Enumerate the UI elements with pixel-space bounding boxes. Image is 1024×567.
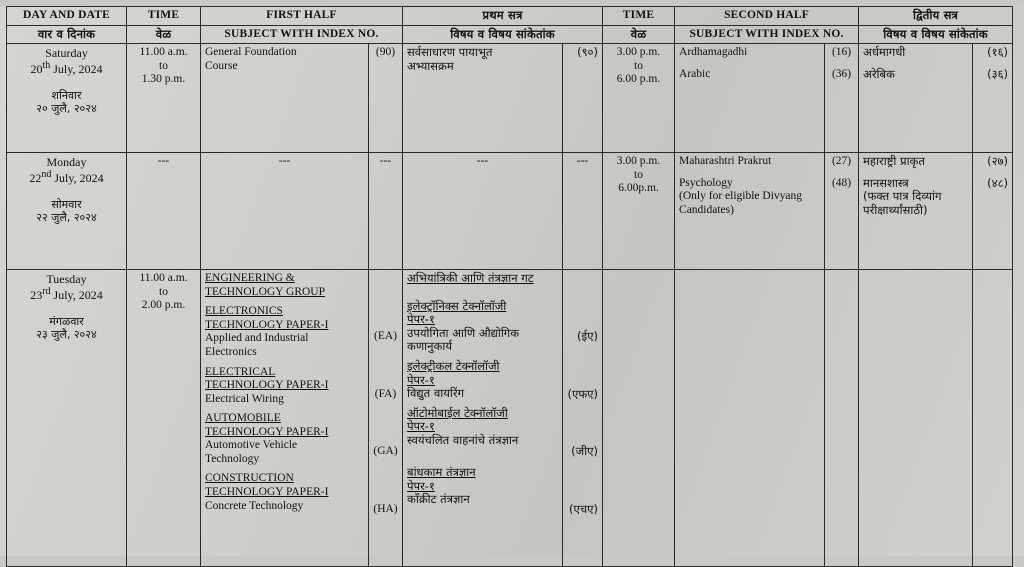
subject2-mindex-cell <box>973 44 1013 153</box>
header-time2-mr: वेळ <box>603 25 675 44</box>
header-subject-en: SUBJECT WITH INDEX NO. <box>201 25 403 44</box>
header-subject2-mr: विषय व विषय सांकेतांक <box>859 25 1013 44</box>
group1-index: (EA) <box>374 330 397 343</box>
subject-mindex-cell: (९०) <box>563 44 603 153</box>
subject-en-cell <box>201 270 369 567</box>
group3-head-mr-line1: ऑटोमोबाईल टेक्नॉलॉजी <box>407 405 508 420</box>
group4-head-mr-line1: बांधकाम तंत्रज्ञान <box>407 465 476 480</box>
subject-en-cell <box>201 44 369 153</box>
group4-mindex: (एचए) <box>569 501 599 516</box>
header-day-en: DAY AND DATE <box>23 9 110 21</box>
group-title-mr: अभियांत्रिकी आणि तंत्रज्ञान गट <box>407 271 534 286</box>
header-second-half-en: SECOND HALF <box>724 9 810 21</box>
group3-mindex: (जीए) <box>571 444 599 459</box>
group1-head-en-line2: TECHNOLOGY PAPER-I <box>205 318 329 331</box>
group4-head-mr-line2: पेपर-१ <box>407 478 435 493</box>
subject2-en-line3: (Only for eligible Divyang <box>679 190 802 203</box>
header-time1-en: TIME <box>147 9 180 21</box>
spacer <box>829 60 854 68</box>
day-date-mr: २० जुलै, २०२४ <box>36 102 97 116</box>
group2-head-mr-line1: इलेक्ट्रीकल टेक्नॉलॉजी <box>407 358 500 373</box>
spacer <box>829 169 854 177</box>
table-header <box>7 7 1013 44</box>
spacer <box>373 459 398 503</box>
header-subject2-en: SUBJECT WITH INDEX NO. <box>675 25 859 44</box>
group3-head-mr-line2: पेपर-१ <box>407 419 435 434</box>
group3-index: (GA) <box>373 445 398 458</box>
group1-sub-mr-line1: उपयोगिता आणि औद्योगिक <box>407 325 520 340</box>
header-second-half-mr: द्वितीय सत्र <box>859 7 1013 26</box>
subject-mr-cell <box>403 270 563 567</box>
spacer <box>407 447 558 460</box>
group2-index: (FA) <box>374 387 397 400</box>
time-first-half <box>127 270 201 567</box>
time-from: 11.00 a.m. <box>139 46 188 59</box>
group1-sub-mr-line2: कणानुकार्य <box>407 339 453 354</box>
group2-mindex: (एफए) <box>567 386 599 401</box>
subject-mr-empty: --- <box>403 153 563 270</box>
group1-head-en-line1: ELECTRONICS <box>205 305 283 318</box>
group4-head-en-line1: CONSTRUCTION <box>205 472 294 485</box>
group4-sub-en-line1: Concrete Technology <box>205 499 304 512</box>
mindex-2: (३६) <box>987 66 1009 81</box>
subject2-index-empty <box>825 270 859 567</box>
time-first-half <box>127 44 201 153</box>
day-name-en: Tuesday <box>46 272 87 287</box>
subject2-en-empty <box>675 270 825 567</box>
group2-sub-en-line1: Electrical Wiring <box>205 392 284 405</box>
day-cell <box>7 270 127 567</box>
time2-to: to <box>634 168 643 181</box>
subject2-en-cell <box>675 153 825 270</box>
index-1: (16) <box>831 46 852 59</box>
table-row <box>7 153 1013 270</box>
header-row-1 <box>7 7 1013 26</box>
group4-sub-mr-line1: काँक्रीट तंत्रज्ञान <box>407 492 470 507</box>
table-row <box>7 44 1013 153</box>
time-end: 2.00 p.m. <box>141 299 186 312</box>
spacer <box>407 286 558 300</box>
header-day-mr: वार व दिनांक <box>7 25 127 44</box>
subject-mr-cell <box>403 44 563 153</box>
day-name-en: Monday <box>46 155 87 170</box>
group2-head-mr-line2: पेपर-१ <box>407 372 435 387</box>
subject2-mindex-cell <box>973 153 1013 270</box>
subject2-en-line2: Psychology <box>679 176 733 189</box>
group2-head-en-line2: TECHNOLOGY PAPER-I <box>205 379 329 392</box>
time2-from: 3.00 p.m. <box>616 46 661 59</box>
subject-mindex-cell <box>563 270 603 567</box>
subject2-mr-cell <box>859 153 973 270</box>
day-name-mr: सोमवार <box>51 198 82 212</box>
time-to: to <box>159 285 168 298</box>
day-name-mr: मंगळवार <box>49 315 84 329</box>
time-to: to <box>159 59 168 72</box>
day-date-en: 20th July, 2024 <box>30 60 103 77</box>
subject-index-cell <box>369 270 403 567</box>
spacer <box>373 344 398 388</box>
spacer <box>679 169 820 177</box>
mindex-2: (४८) <box>987 175 1009 190</box>
group4-index: (HA) <box>373 502 398 515</box>
group3-sub-en-line2: Technology <box>205 452 260 465</box>
spacer <box>567 459 598 503</box>
subject2-mr-empty <box>859 270 973 567</box>
day-date-mr: २३ जुलै, २०२४ <box>36 328 97 342</box>
time2-from: 3.00 p.m. <box>616 155 661 168</box>
day-cell <box>7 153 127 270</box>
header-first-half-en: FIRST HALF <box>266 9 337 21</box>
subject2-mr-line1: अर्धमागधी <box>863 45 906 60</box>
header-time1-mr: वेळ <box>127 25 201 44</box>
group-title-en-line1: ENGINEERING & <box>205 272 295 285</box>
subject2-en-line2: Arabic <box>679 67 711 80</box>
header-time2-en: TIME <box>622 9 655 21</box>
group-title-en-line2: TECHNOLOGY GROUP <box>205 285 326 298</box>
subject-mr-line1: सर्वसाधारण पायाभूत <box>407 45 493 60</box>
header-time2 <box>603 7 675 26</box>
header-second-half <box>675 7 859 26</box>
index-2: (48) <box>831 176 852 189</box>
mindex-1: (२७) <box>987 154 1009 169</box>
spacer <box>373 272 398 330</box>
group1-sub-en-line1: Applied and Industrial <box>205 332 309 345</box>
subject2-en-line1: Ardhamagadhi <box>679 46 748 59</box>
group1-head-mr-line2: पेपर-१ <box>407 312 435 327</box>
time-second-half-empty <box>603 270 675 567</box>
group4-head-en-line2: TECHNOLOGY PAPER-I <box>205 486 329 498</box>
index-1: (27) <box>831 155 852 168</box>
header-row-2 <box>7 25 1013 44</box>
subject2-mr-line4: परीक्षार्थ्यांसाठी) <box>863 202 928 217</box>
time2-end: 6.00p.m. <box>618 182 659 195</box>
subject2-index-cell <box>825 153 859 270</box>
time-second-half <box>603 153 675 270</box>
spacer <box>567 401 598 445</box>
day-name-mr: शनिवार <box>51 89 82 103</box>
day-cell <box>7 44 127 153</box>
subject2-mr-line2: अरेबिक <box>863 66 895 81</box>
group3-sub-en-line1: Automotive Vehicle <box>205 439 298 452</box>
header-first-half-mr: प्रथम सत्र <box>403 7 603 26</box>
subject2-en-cell <box>675 44 825 153</box>
time-from: 11.00 a.m. <box>139 272 188 285</box>
subject-en-empty: --- <box>201 153 369 270</box>
spacer <box>679 60 820 68</box>
subject-index-cell: (90) <box>369 44 403 153</box>
subject-mindex-empty: --- <box>563 153 603 270</box>
time2-end: 6.00 p.m. <box>616 73 661 86</box>
header-first-half <box>201 7 403 26</box>
day-name-en: Saturday <box>45 46 88 61</box>
subject2-mr-cell <box>859 44 973 153</box>
group1-head-mr-line1: इलेक्ट्रॉनिक्स टेक्नॉलॉजी <box>407 298 507 313</box>
spacer <box>373 401 398 445</box>
time-end: 1.30 p.m. <box>141 73 186 86</box>
subject2-en-line1: Maharashtri Prakrut <box>679 155 772 168</box>
time-first-half-empty: --- <box>127 153 201 270</box>
index-2: (36) <box>831 67 852 80</box>
subject2-mindex-empty <box>973 270 1013 567</box>
subject2-mr-line2: मानसशास्त्र <box>863 175 909 190</box>
group1-sub-en-line2: Electronics <box>205 345 257 358</box>
subject-en-line2: Course <box>205 59 238 72</box>
subject-en-line1: General Foundation <box>205 46 297 59</box>
subject-mr-line2: अभ्यासक्रम <box>407 58 454 73</box>
table-row <box>7 270 1013 567</box>
day-date-mr: २२ जुलै, २०२४ <box>36 211 97 225</box>
subject-index-empty: --- <box>369 153 403 270</box>
spacer <box>567 344 598 388</box>
group3-head-en-line1: AUTOMOBILE <box>205 412 281 425</box>
time2-to: to <box>634 59 643 72</box>
group3-head-en-line2: TECHNOLOGY PAPER-I <box>205 425 329 438</box>
group2-head-en-line1: ELECTRICAL <box>205 365 276 378</box>
subject2-mr-line3: (फक्त पात्र दिव्यांग <box>863 189 942 204</box>
group2-sub-mr-line1: विद्युत वायरिंग <box>407 386 465 401</box>
group1-mindex: (ईए) <box>577 329 599 344</box>
subject2-en-line4: Candidates) <box>679 203 734 216</box>
exam-timetable <box>6 6 1013 567</box>
day-date-en: 22nd July, 2024 <box>29 169 104 186</box>
header-subject-mr: विषय व विषय सांकेतांक <box>403 25 603 44</box>
timetable-page <box>0 6 1024 556</box>
subject2-mr-line1: महाराष्ट्री प्राकृत <box>863 154 925 169</box>
group3-sub-mr-line1: स्वयंचलित वाहनांचे तंत्रज्ञान <box>407 432 519 447</box>
header-time1 <box>127 7 201 26</box>
header-day <box>7 7 127 26</box>
spacer <box>567 272 598 330</box>
time-second-half <box>603 44 675 153</box>
mindex-1: (१६) <box>987 45 1009 60</box>
subject2-index-cell <box>825 44 859 153</box>
day-date-en: 23rd July, 2024 <box>30 286 103 303</box>
